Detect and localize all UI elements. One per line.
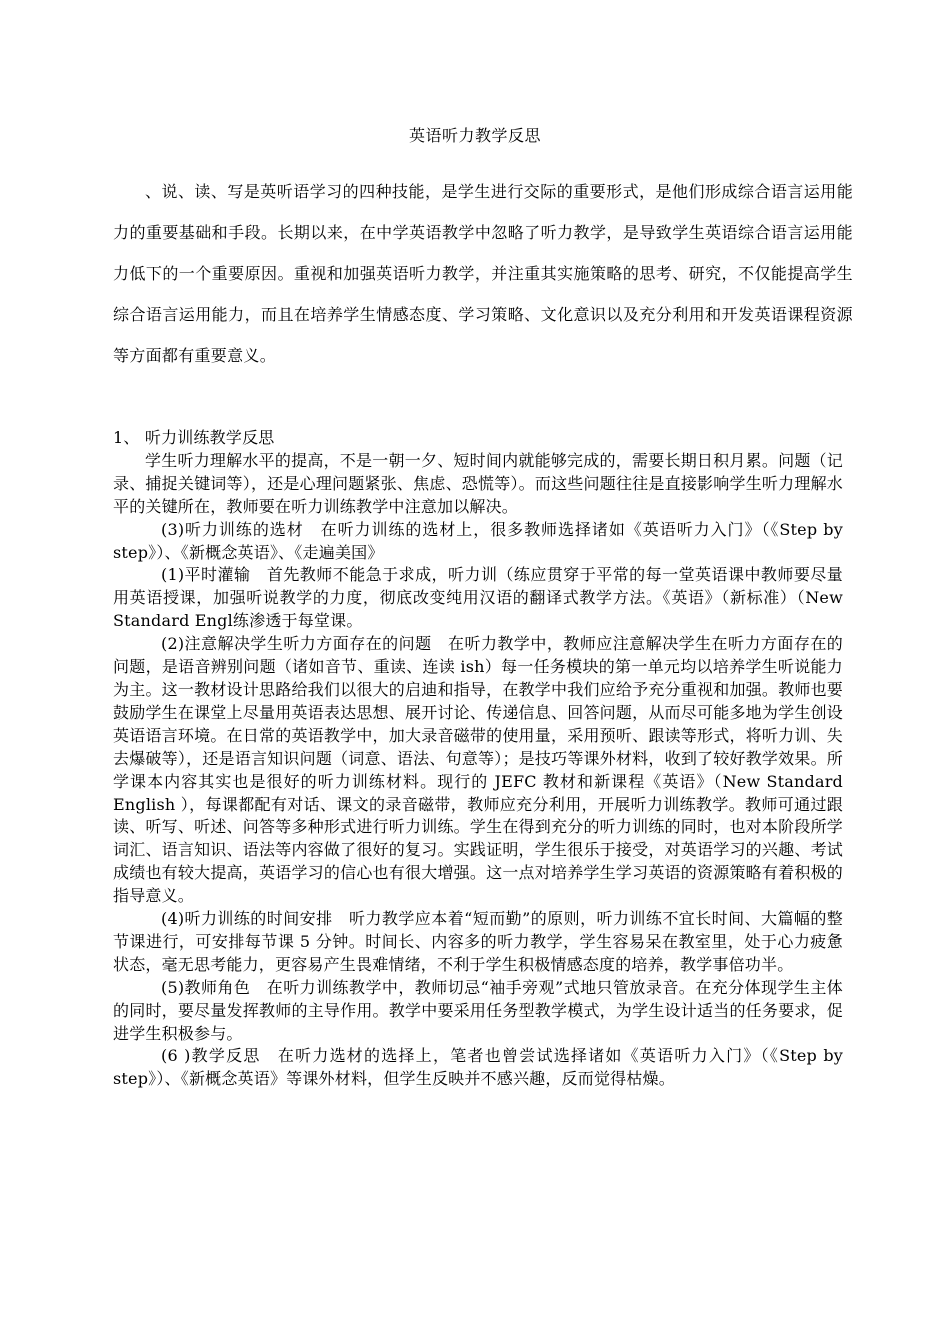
- section-paragraph: (4)听力训练的时间安排 听力教学应本着“短而勤”的原则，听力训练不宜长时间、大篇幅的整节课进行，可安排每节课 5 分钟。时间长、内容多的听力教学，学生容易呆在教室里，处于心力疲惫状态，毫无思考能力，更容易产生畏难情绪，不利于学生积极情感态度的培养，教学事倍功半。: [113, 909, 843, 974]
- section-paragraph: (1)平时灌输 首先教师不能急于求成，听力训（练应贯穿于平常的每一堂英语课中教师要尽量用英语授课，加强听说教学的力度，彻底改变纯用汉语的翻译式教学方法。《英语》（新标准）（New Standard Engl练渗透于每堂课。: [113, 565, 843, 631]
- section-paragraph: (5)教师角色 在听力训练教学中，教师切忌“袖手旁观”式地只管放录音。在充分体现学生主体的同时，要尽量发挥教师的主导作用。教学中要采用任务型教学模式，为学生设计适当的任务要求，促进学生积极参与。: [113, 977, 843, 1043]
- section-paragraph: (6 )教学反思 在听力选材的选择上，笔者也曾尝试选择诸如《英语听力入门》（《Step by step》）、《新概念英语》等课外材料，但学生反映并不感兴趣，反而觉得枯燥。: [113, 1046, 843, 1089]
- section-paragraph: (3)听力训练的选材 在听力训练的选材上，很多教师选择诸如《英语听力入门》（《Step by step》）、《新概念英语》、《走遍美国》: [113, 519, 843, 562]
- intro-block: [113, 171, 853, 376]
- section-heading: 1、 听力训练教学反思: [113, 428, 275, 447]
- document-title: 英语听力教学反思: [408, 126, 541, 145]
- section-paragraph: (2)注意解决学生听力方面存在的问题 在听力教学中，教师应注意解决学生在听力方面存在的问题，是语音辨别问题（诸如音节、重读、连读 ish）每一任务模块的第一单元均以培养学生听说能力为主。这一教材设计思路给我们以很大的启迪和指导，在教学中我们应给予充分重视和加强。教师也要鼓励学生在课堂上尽量用英语表达思想、展开讨论、传递信息、回答问题，从而尽可能多地为学生创设英语语言环境。在日常的英语教学中，加大录音磁带的使用量，采用预听、跟读等形式，将听力训、失去爆破等），还是语言知识问题（词意、语法、句意等）；是技巧等课外材料，收到了较好教学效果。所学课本内容其实也是很好的听力训练材料。现行的 JEFC 教材和新课程《英语》（New Standard English ），每课都配有对话、课文的录音磁带，教师应充分利用，开展听力训练教学。教师可通过跟读、听写、听述、问答等多种形式进行听力训练。学生在得到充分的听力训练的同时，也对本阶段所学词汇、语言知识、语法等内容做了很好的复习。实践证明，学生很乐于接受，对英语学习的兴趣、考试成绩也有较大提高，英语学习的信心也有很大增强。这一点对培养学生学习英语的资源策略有着积极的指导意义。: [113, 634, 843, 906]
- section-listening-reflection: [113, 427, 843, 1091]
- intro-paragraph: 、说、读、写是英听语学习的四种技能，是学生进行交际的重要形式，是他们形成综合语言运用能力的重要基础和手段。长期以来，在中学英语教学中忽略了听力教学，是导致学生英语综合语言运用能力低下的一个重要原因。重视和加强英语听力教学，并注重其实施策略的思考、研究，不仅能提高学生综合语言运用能力，而且在培养学生情感态度、学习策略、文化意识以及充分利用和开发英语课程资源等方面都有重要意义。: [113, 182, 853, 365]
- section-paragraph: 学生听力理解水平的提高，不是一朝一夕、短时间内就能够完成的，需要长期日积月累。问题（记录、捕捉关键词等），还是心理问题紧张、焦虑、恐慌等）。而这些问题往往是直接影响学生听力理解水平的关键所在，教师要在听力训练教学中注意加以解决。: [113, 450, 843, 516]
